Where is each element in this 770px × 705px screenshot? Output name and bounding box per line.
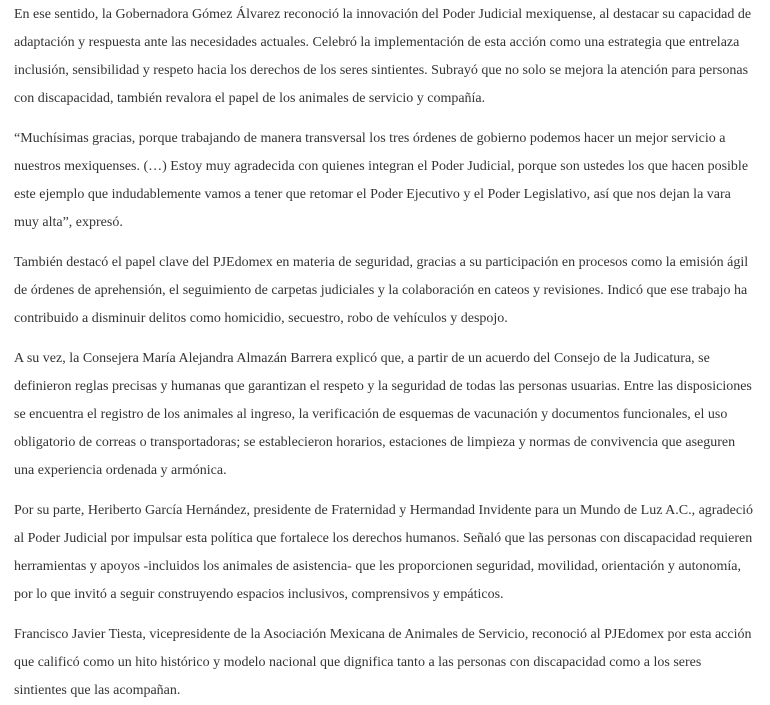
paragraph-governor-quote: “Muchísimas gracias, porque trabajando de manera transversal los tres órdenes de gobierno podemos hacer un mejor servicio a nuestros mexiquenses. (…) Estoy muy agradecida con quienes integran el Poder Judicial, porque son ustedes los que hacen posible este ejemplo que indudablemente vamos a tener que retomar el Poder Ejecutivo y el Poder Legislativo, así que nos dejan la vara muy alta”, expresó. bbox=[14, 131, 749, 230]
paragraph-garcia-hernandez: Por su parte, Heriberto García Hernández, presidente de Fraternidad y Hermandad Invidente para un Mundo de Luz A.C., agradeció al Poder Judicial por impulsar esta política que fortalece los derechos humanos. Señaló que las personas con discapacidad requieren herramientas y apoyos -incluidos los animales de asistencia- que les proporcionen seguridad, movilidad, orientación y autonomía, por lo que invitó a seguir construyendo espacios inclusivos, comprensivos y empáticos. bbox=[14, 503, 753, 602]
paragraph-security-role: También destacó el papel clave del PJEdomex en materia de seguridad, gracias a su participación en procesos como la emisión ágil de órdenes de aprehensión, el seguimiento de carpetas judiciales y la colaboración en cateos y revisiones. Indicó que ese trabajo ha contribuido a disminuir delitos como homicidio, secuestro, robo de vehículos y despojo. bbox=[14, 255, 749, 326]
paragraph-consejera-rules: A su vez, la Consejera María Alejandra Almazán Barrera explicó que, a partir de un acuerdo del Consejo de la Judicatura, se definieron reglas precisas y humanas que garantizan el respeto y la seguridad de todas las personas usuarias. Entre las disposiciones se encuentra el registro de los animales al ingreso, la verificación de esquemas de vacunación y documentos funcionales, el uso obligatorio de correas o transportadoras; se establecieron horarios, estaciones de limpieza y normas de convivencia que aseguren una experiencia ordenada y armónica. bbox=[14, 351, 752, 478]
paragraph-governor-recognition: En ese sentido, la Gobernadora Gómez Álvarez reconoció la innovación del Poder Judicial mexiquense, al destacar su capacidad de adaptación y respuesta ante las necesidades actuales. Celebró la implementación de esta acción como una estrategia que entrelaza inclusión, sensibilidad y respeto hacia los derechos de los seres sintientes. Subrayó que no solo se mejora la atención para personas con discapacidad, también revalora el papel de los animales de servicio y compañía. bbox=[14, 7, 752, 106]
paragraph-tiesta: Francisco Javier Tiesta, vicepresidente de la Asociación Mexicana de Animales de Servicio, reconoció al PJEdomex por esta acción que calificó como un hito histórico y modelo nacional que dignifica tanto a las personas con discapacidad como a los seres sintientes que las acompañan. bbox=[14, 627, 752, 698]
